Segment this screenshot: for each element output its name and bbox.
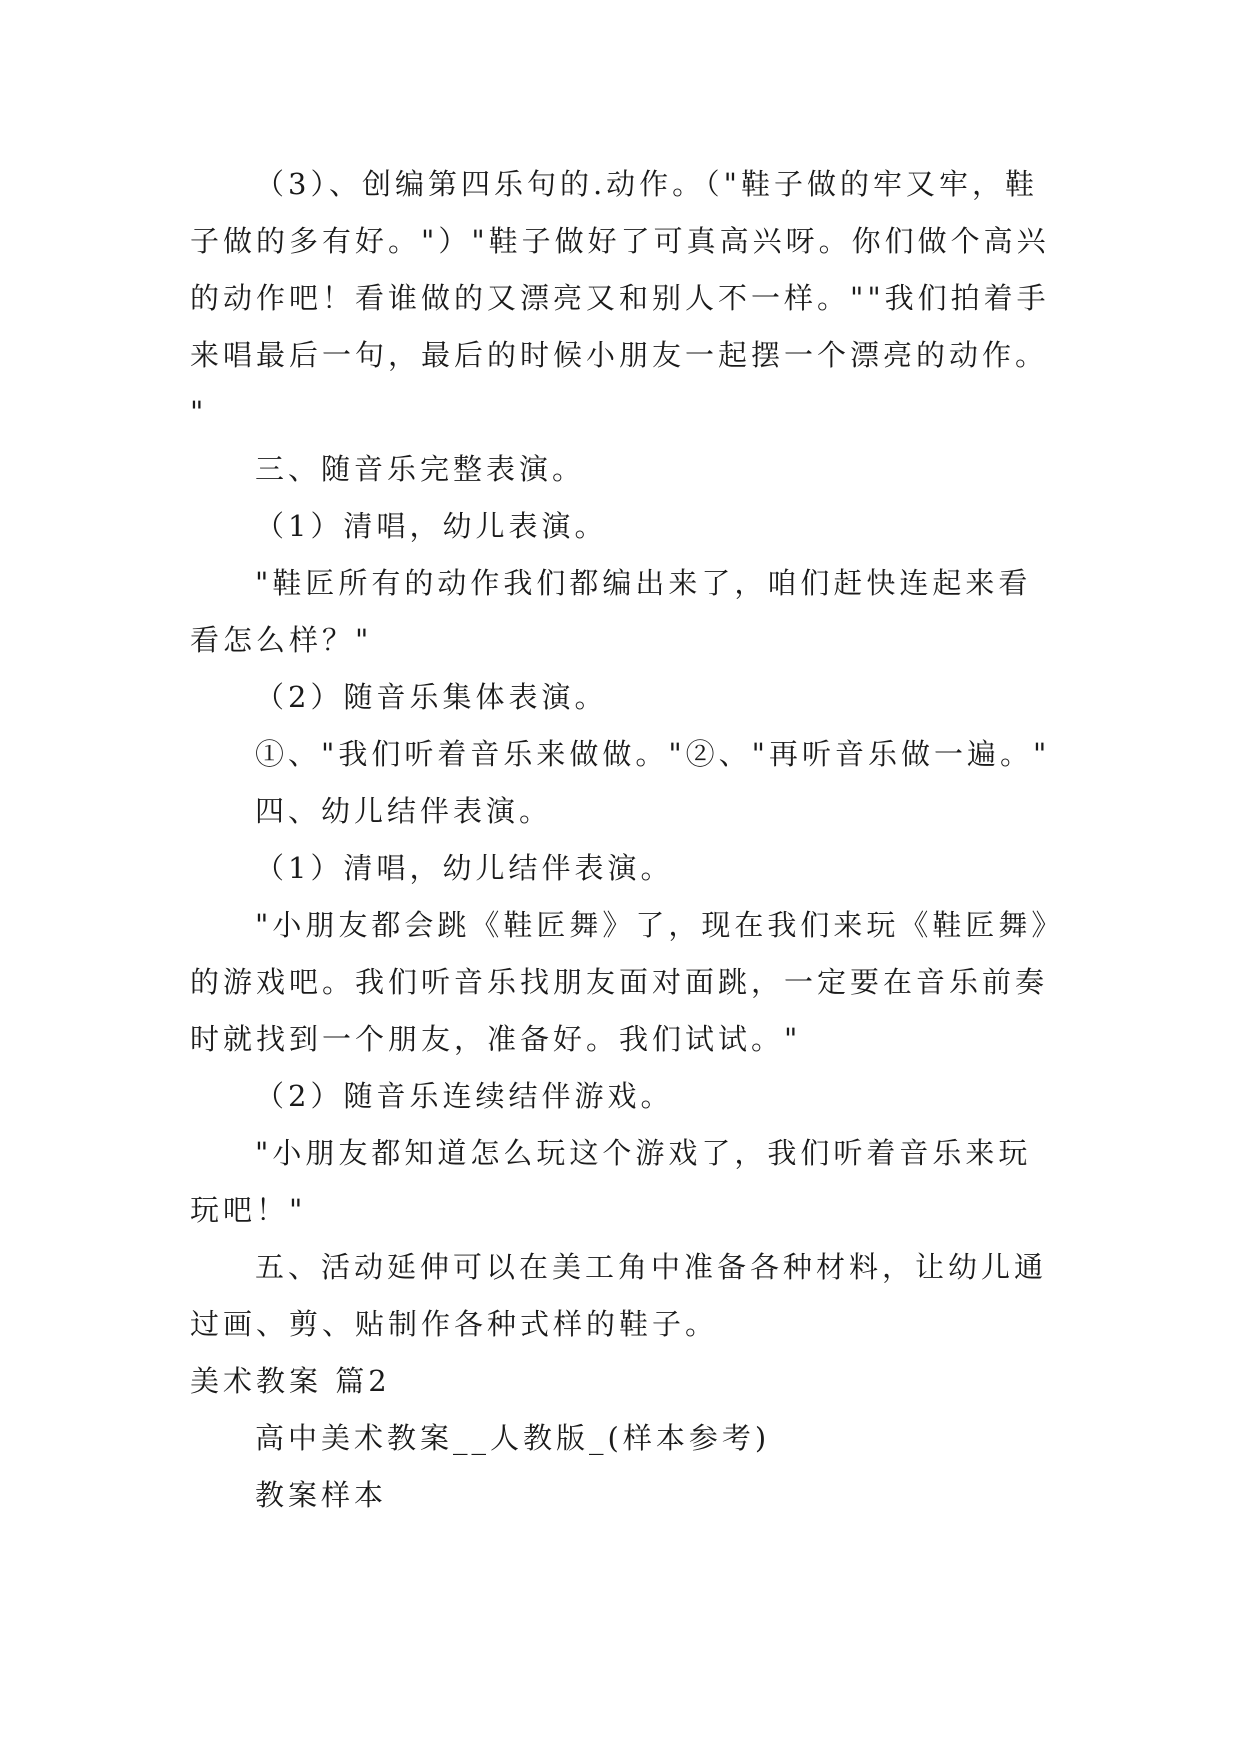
- text-line: （2）随音乐连续结伴游戏。: [255, 1079, 674, 1113]
- text-line: 看怎么样？": [190, 623, 373, 657]
- text-line: 的动作吧！看谁做的又漂亮又和别人不一样。""我们拍着手: [190, 281, 1050, 315]
- text-line: "鞋匠所有的动作我们都编出来了，咱们赶快连起来看: [255, 566, 1032, 600]
- text-line: 过画、剪、贴制作各种式样的鞋子。: [190, 1307, 719, 1341]
- text-line: 玩吧！": [190, 1193, 307, 1227]
- text-line: （1）清唱，幼儿结伴表演。: [255, 851, 674, 885]
- section-heading: 四、幼儿结伴表演。: [255, 794, 553, 828]
- text-line: "小朋友都会跳《鞋匠舞》了，现在我们来玩《鞋匠舞》: [255, 908, 1065, 942]
- text-line: ": [190, 395, 208, 429]
- text-line: "小朋友都知道怎么玩这个游戏了，我们听着音乐来玩: [255, 1136, 1032, 1170]
- text-line: （3）、创编第四乐句的.动作。（"鞋子做的牢又牢，鞋: [255, 167, 1039, 201]
- text-line: 高中美术教案__人教版_(样本参考): [255, 1421, 771, 1455]
- text-line: 时就找到一个朋友，准备好。我们试试。": [190, 1022, 802, 1056]
- section-heading: 三、随音乐完整表演。: [255, 452, 586, 486]
- section-heading: 五、活动延伸可以在美工角中准备各种材料，让幼儿通: [255, 1250, 1048, 1284]
- text-line: 来唱最后一句，最后的时候小朋友一起摆一个漂亮的动作。: [190, 338, 1049, 372]
- text-line: 的游戏吧。我们听音乐找朋友面对面跳，一定要在音乐前奏: [190, 965, 1049, 999]
- text-line: 子做的多有好。"）"鞋子做好了可真高兴呀。你们做个高兴: [190, 224, 1050, 258]
- text-line: 教案样本: [255, 1478, 388, 1512]
- text-line: （2）随音乐集体表演。: [255, 680, 608, 714]
- chapter-heading: 美术教案 篇2: [190, 1364, 391, 1398]
- text-line: ①、"我们听着音乐来做做。"②、"再听音乐做一遍。": [255, 737, 1051, 771]
- text-line: （1）清唱，幼儿表演。: [255, 509, 608, 543]
